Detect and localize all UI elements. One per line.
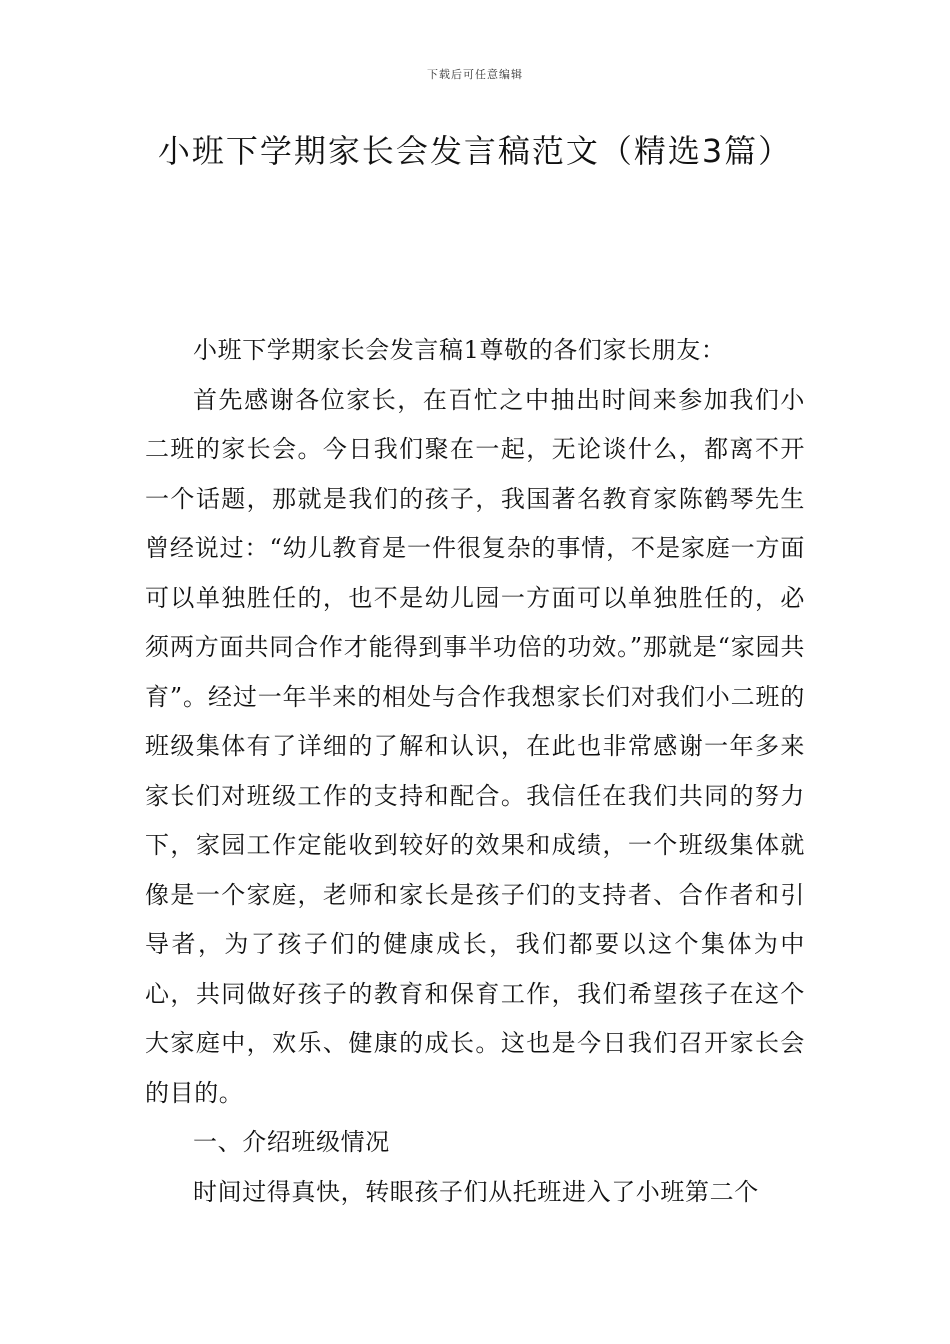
document-body (145, 326, 805, 1217)
paragraph-opening: 首先感谢各位家长，在百忙之中抽出时间来参加我们小二班的家长会。今日我们聚在一起，无论谈什么，都离不开一个话题，那就是我们的孩子，我国著名教育家陈鹤琴先生曾经说过：“幼儿教育是一件很复杂的事情，不是家庭一方面可以单独胜任的，也不是幼儿园一方面可以单独胜任的，必须两方面共同合作才能得到事半功倍的功效。”那就是“家园共育”。经过一年半来的相处与合作我想家长们对我们小二班的班级集体有了详细的了解和认识，在此也非常感谢一年多来家长们对班级工作的支持和配合。我信任在我们共同的努力下，家园工作定能收到较好的效果和成绩，一个班级集体就像是一个家庭，老师和家长是孩子们的支持者、合作者和引导者，为了孩子们的健康成长，我们都要以这个集体为中心，共同做好孩子的教育和保育工作，我们希望孩子在这个大家庭中，欢乐、健康的成长。这也是今日我们召开家长会的目的。 (145, 385, 805, 1107)
paragraph-class-intro: 时间过得真快，转眼孩子们从托班进入了小班第二个 (193, 1177, 759, 1206)
document-title: 小班下学期家长会发言稿范文（精选3篇） (157, 132, 793, 170)
paragraph-greeting: 小班下学期家长会发言稿1尊敬的各们家长朋友： (193, 336, 726, 364)
section-heading: 一、介绍班级情况 (193, 1128, 390, 1156)
header-note: 下载后可任意编辑 (427, 68, 523, 81)
